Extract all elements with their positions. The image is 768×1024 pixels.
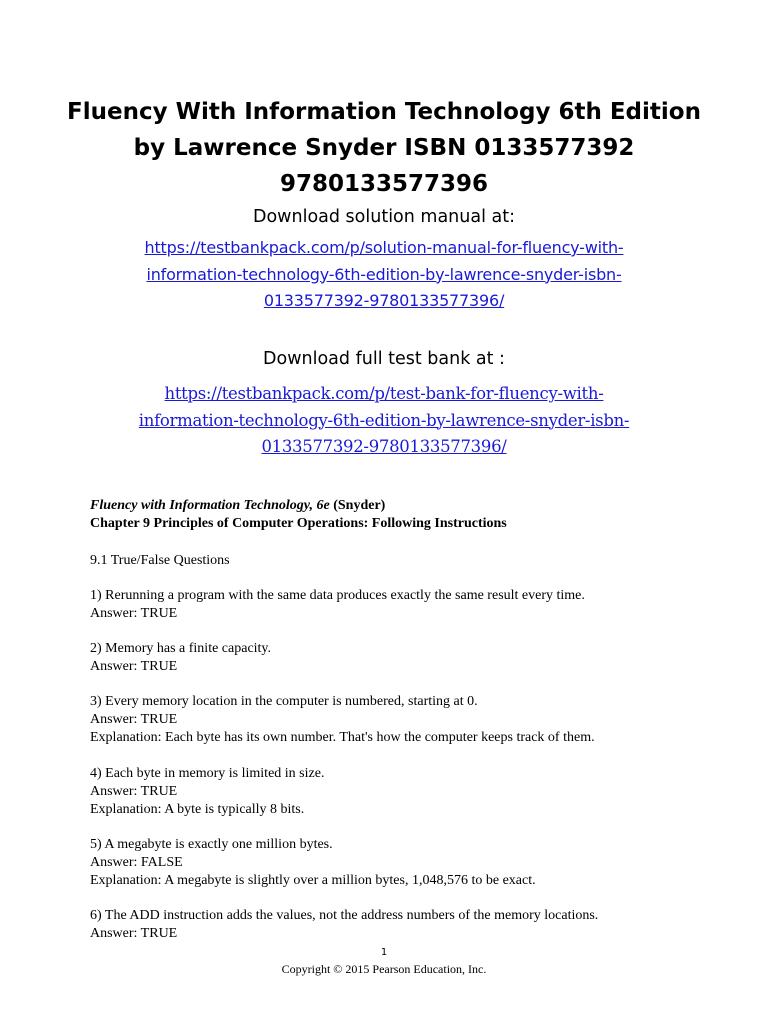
question-text: 4) Each byte in memory is limited in size. xyxy=(90,766,325,781)
test-bank-link[interactable] xyxy=(30,381,738,461)
question-text: 2) Memory has a finite capacity. xyxy=(90,641,272,656)
testbank-link-line-3[interactable]: 0133577392-9780133577396/ xyxy=(261,437,507,456)
answer-text: Answer: FALSE xyxy=(90,855,183,870)
answer-text: Answer: TRUE xyxy=(90,712,178,727)
page-number: 1 xyxy=(380,947,388,958)
question-item xyxy=(90,587,738,623)
answer-text: Answer: TRUE xyxy=(90,606,178,621)
question-item xyxy=(90,765,738,819)
copyright-notice: Copyright © 2015 Pearson Education, Inc. xyxy=(281,962,487,976)
chapter-title: Chapter 9 Principles of Computer Operations: Following Instructions xyxy=(90,516,507,531)
solution-link-line-2[interactable]: information-technology-6th-edition-by-lawrence-snyder-isbn- xyxy=(146,264,622,284)
title-line-3: 9780133577396 xyxy=(279,171,489,197)
book-author: (Snyder) xyxy=(329,498,386,513)
testbank-link-line-2[interactable]: information-technology-6th-edition-by-lawrence-snyder-isbn- xyxy=(138,410,630,430)
question-text: 1) Rerunning a program with the same data produces exactly the same result every time. xyxy=(90,588,585,603)
solution-manual-label: Download solution manual at: xyxy=(253,207,515,227)
book-title-line xyxy=(90,497,738,515)
title-line-1: Fluency With Information Technology 6th Edition xyxy=(67,99,701,125)
explanation-text: Explanation: A byte is typically 8 bits. xyxy=(90,802,305,817)
document-title xyxy=(40,94,728,202)
question-item xyxy=(90,640,738,676)
question-item xyxy=(90,836,738,890)
explanation-text: Explanation: Each byte has its own number. That's how the computer keeps track of them. xyxy=(90,730,595,745)
answer-text: Answer: TRUE xyxy=(90,659,178,674)
explanation-text: Explanation: A megabyte is slightly over a million bytes, 1,048,576 to be exact. xyxy=(90,873,536,888)
answer-text: Answer: TRUE xyxy=(90,784,178,799)
title-line-2: by Lawrence Snyder ISBN 0133577392 xyxy=(133,135,635,161)
solution-link-line-3[interactable]: 0133577392-9780133577396/ xyxy=(263,291,505,310)
question-item xyxy=(90,907,738,943)
solution-manual-link[interactable] xyxy=(30,235,738,315)
question-text: 3) Every memory location in the computer is numbered, starting at 0. xyxy=(90,694,478,709)
question-item xyxy=(90,693,738,747)
section-heading xyxy=(90,552,738,570)
testbank-link-line-1[interactable]: https://testbankpack.com/p/test-bank-for-fluency-with- xyxy=(164,384,604,403)
test-bank-label: Download full test bank at : xyxy=(263,349,505,369)
question-text: 5) A megabyte is exactly one million bytes. xyxy=(90,837,333,852)
section-title: 9.1 True/False Questions xyxy=(90,553,230,568)
answer-text: Answer: TRUE xyxy=(90,926,178,941)
solution-link-line-1[interactable]: https://testbankpack.com/p/solution-manual-for-fluency-with- xyxy=(144,238,624,257)
book-header xyxy=(90,497,738,533)
question-text: 6) The ADD instruction adds the values, not the address numbers of the memory locations. xyxy=(90,908,599,923)
book-title: Fluency with Information Technology, 6e xyxy=(90,498,330,513)
